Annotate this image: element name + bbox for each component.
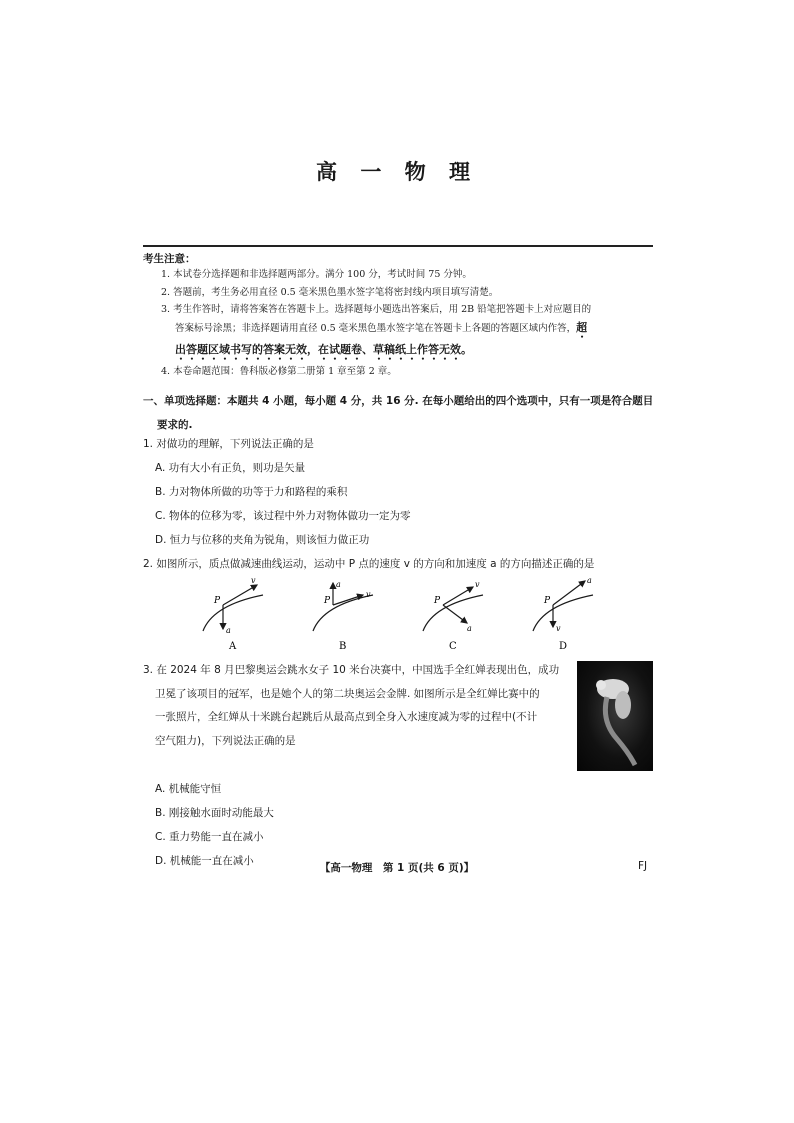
header-rule (143, 245, 653, 247)
footer-code: FJ (638, 860, 648, 872)
question-3-option-c: C. 重力势能一直在减小 (155, 831, 264, 843)
section-heading-line: 要求的. (157, 419, 193, 431)
page-title: 高 一 物 理 (316, 160, 478, 184)
notice-item: 2. 答题前，考生务必用直径 0.5 毫米黑色墨水签字笔将密封线内项目填写清楚。 (161, 286, 499, 298)
v-label: v (475, 580, 480, 589)
diagram-label-b: B (339, 641, 347, 652)
a-label: a (226, 626, 231, 635)
notice-emphasis-start: 超 (576, 320, 588, 334)
question-2-stem: 2. 如图所示，质点做减速曲线运动，运动中 P 点的速度 v 的方向和加速度 a 的方向描述正确的是 (143, 558, 595, 570)
trajectory-curve (203, 595, 263, 631)
question-2-diagrams (185, 573, 625, 653)
velocity-arrow (333, 595, 363, 605)
question-3-option-a: A. 机械能守恒 (155, 783, 222, 795)
section-heading (143, 389, 655, 437)
question-1-option-b: B. 力对物体所做的功等于力和路程的乘积 (155, 486, 348, 498)
a-label: a (336, 580, 341, 589)
v-label: v (366, 590, 371, 599)
point-p-label: P (214, 596, 221, 606)
notice-item: 4. 本卷命题范围：鲁科版必修第二册第 1 章至第 2 章。 (161, 365, 397, 377)
question-1-option-a: A. 功有大小有正负，则功是矢量 (155, 462, 306, 474)
notice-emphasis-text: 出答题区域书写的答案无效，在试题卷、草稿纸上作答无效。 (175, 342, 472, 356)
trajectory-curve (313, 595, 373, 631)
diagram-label-c: C (449, 641, 457, 652)
question-3-option-d: D. 机械能一直在减小 (155, 855, 254, 867)
question-3-line: 空气阻力)，下列说法正确的是 (155, 734, 296, 747)
question-1-stem: 1. 对做功的理解，下列说法正确的是 (143, 438, 314, 450)
section-heading-line: 一、单项选择题：本题共 4 小题，每小题 4 分，共 16 分. 在每小题给出的四个选项中，只有一项是符合题目 (143, 395, 654, 407)
diagram-a (185, 573, 295, 653)
question-3-line: 卫冕了该项目的冠军，也是她个人的第二块奥运会金牌. 如图所示是全红婵比赛中的 (155, 687, 540, 700)
question-1-option-c: C. 物体的位移为零，该过程中外力对物体做功一定为零 (155, 510, 411, 522)
v-label: v (251, 576, 256, 585)
notice-heading: 考生注意： (143, 253, 196, 265)
diver-figure-icon (577, 661, 653, 771)
question-3-option-b: B. 刚接触水面时动能最大 (155, 807, 274, 819)
point-p-label: P (544, 596, 551, 606)
acceleration-arrow (443, 605, 467, 623)
notice-list (161, 266, 653, 380)
diver-photo (577, 661, 653, 771)
diagram-b (295, 573, 405, 653)
diagram-d (515, 573, 625, 653)
point-p-label: P (434, 596, 441, 606)
diagram-label-d: D (559, 641, 568, 652)
notice-item-continued (161, 319, 653, 341)
question-1-option-d: D. 恒力与位移的夹角为锐角，则该恒力做正功 (155, 534, 370, 546)
notice-item: 1. 本试卷分选择题和非选择题两部分。满分 100 分，考试时间 75 分钟。 (161, 269, 472, 280)
point-p-label: P (324, 596, 331, 606)
trajectory-curve (533, 595, 593, 631)
v-label: v (556, 624, 561, 633)
diagram-label-a: A (229, 641, 237, 652)
velocity-arrow (223, 585, 257, 605)
a-label: a (587, 576, 592, 585)
notice-item-emphasis (161, 341, 653, 363)
a-label: a (467, 624, 472, 633)
notice-item: 3. 考生作答时，请将答案答在答题卡上。选择题每小题选出答案后，用 2B 铅笔把答题卡上对应题目的 (161, 304, 592, 315)
question-3-line: 3. 在 2024 年 8 月巴黎奥运会跳水女子 10 米台决赛中，中国选手全红婵表现出色，成功 (143, 664, 560, 676)
question-3-line: 一张照片，全红婵从十米跳台起跳后从最高点到全身入水速度减为零的过程中(不计 (155, 711, 538, 723)
notice-item-text: 答案标号涂黑；非选择题请用直径 0.5 毫米黑色墨水签字笔在答题卡上各题的答题区域内作答， (175, 322, 577, 334)
page-footer: 【高一物理 第 1 页(共 6 页)】 (319, 862, 475, 874)
diagram-c (405, 573, 515, 653)
question-3-stem (143, 659, 575, 753)
